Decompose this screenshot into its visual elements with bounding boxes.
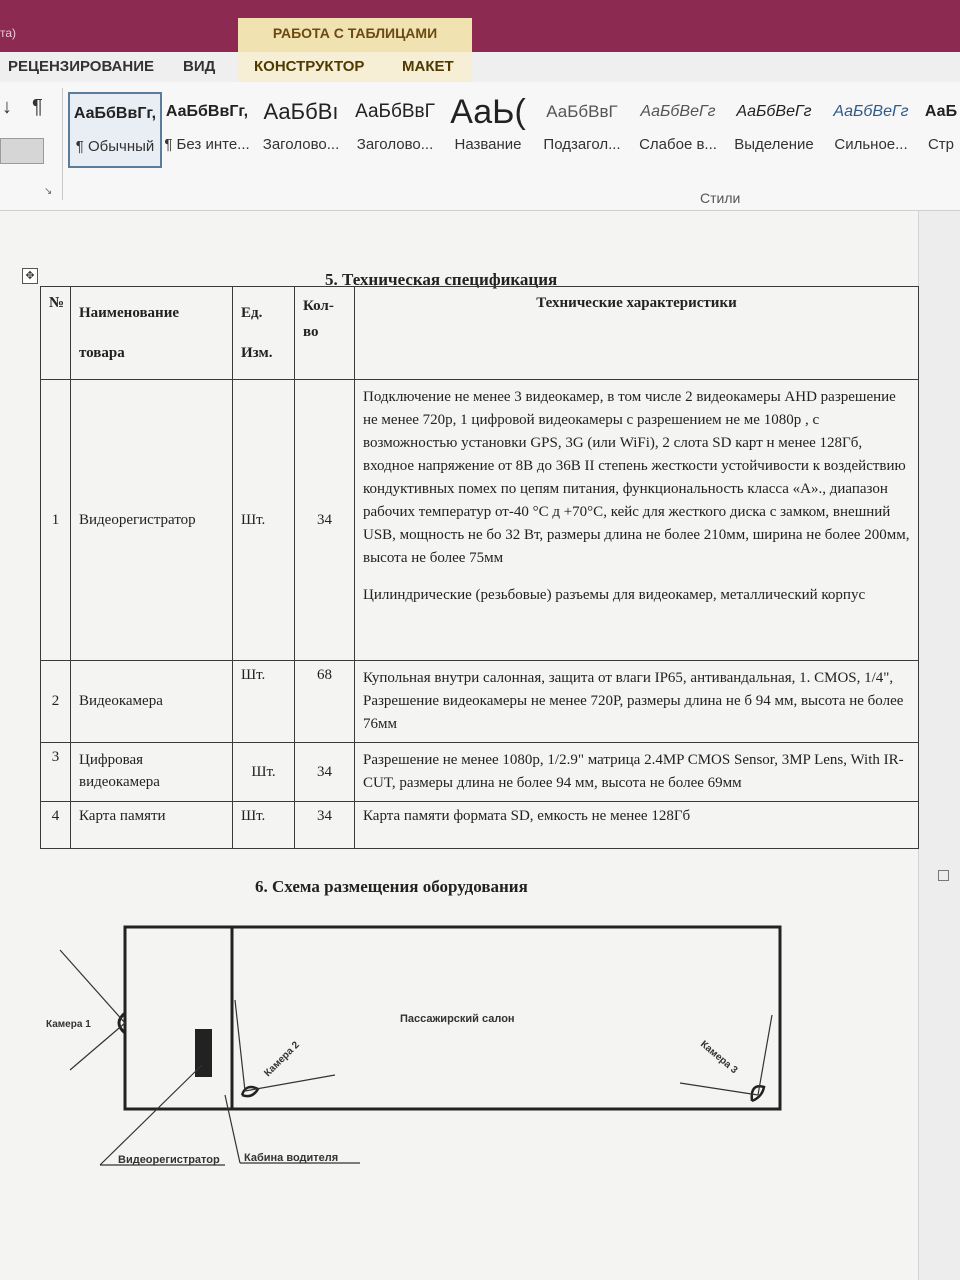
style-no-spacing[interactable] [162, 92, 252, 164]
sort-icon[interactable]: ↓ [2, 96, 12, 118]
style-name: Стр [927, 136, 955, 153]
header-unit-line2: Изм. [241, 345, 273, 361]
style-subtitle[interactable] [536, 92, 628, 164]
camera3-view-line [758, 1015, 772, 1095]
dialog-launcher-icon[interactable]: ↘ [44, 186, 53, 197]
layout-options-icon[interactable] [938, 870, 949, 881]
title-bar [0, 0, 960, 52]
salon-label: Пассажирский салон [400, 1013, 515, 1025]
table-row [41, 661, 919, 743]
cell-name: Видеокамера [71, 661, 233, 743]
section-5-heading: 5. Техническая спецификация [325, 270, 558, 289]
header-qty-line2: во [303, 324, 319, 340]
show-marks-icon[interactable]: ¶ [32, 96, 43, 118]
style-normal[interactable] [68, 92, 162, 168]
camera1-label: Камера 1 [46, 1019, 91, 1030]
style-name: Название [454, 136, 522, 153]
style-sample: АаБ [924, 103, 958, 120]
ribbon [0, 82, 960, 211]
style-emphasis[interactable] [728, 92, 820, 164]
camera2-view-line [235, 1000, 245, 1091]
cabin-label: Кабина водителя [244, 1152, 339, 1164]
camera2-view-line [245, 1075, 335, 1091]
header-qty [295, 287, 355, 380]
spec-paragraph-2: Цилиндрические (резьбовые) разъемы для видеокамер, металлический корпус [363, 587, 866, 603]
table-header-row [41, 287, 919, 380]
style-sample: АаБбВеГг [833, 103, 909, 120]
style-sample: АаБбВвГг, [73, 105, 157, 122]
style-name: ¶ Обычный [75, 138, 155, 155]
recorder-leader-line [100, 1065, 202, 1165]
equipment-layout-diagram [40, 915, 800, 1175]
cell-num: 1 [41, 380, 71, 661]
cell-num: 3 [41, 743, 71, 802]
cell-name: Цифровая видеокамера [71, 743, 233, 802]
table-move-handle-icon[interactable]: ✥ [22, 268, 38, 284]
cell-qty: 34 [295, 802, 355, 849]
header-num: № [41, 287, 71, 380]
style-name: ¶ Без инте... [164, 136, 250, 153]
style-name: Выделение [734, 136, 814, 153]
header-name-line2: товара [79, 345, 125, 361]
camera1-view-line [60, 950, 125, 1023]
specification-table[interactable] [40, 286, 919, 849]
style-sample: АаБбВеГг [640, 103, 716, 120]
table-row [41, 802, 919, 849]
borders-dropdown-icon[interactable] [0, 138, 44, 164]
style-strong[interactable] [922, 92, 960, 164]
style-intense-emphasis[interactable] [824, 92, 918, 164]
style-heading-1[interactable] [256, 92, 346, 164]
cell-name: Видеорегистратор [71, 380, 233, 661]
style-heading-2[interactable] [350, 92, 440, 164]
recorder-label: Видеорегистратор [118, 1154, 220, 1166]
style-name: Заголово... [262, 136, 340, 153]
camera2-label: Камера 2 [262, 1039, 302, 1080]
style-sample: АаБбВı [263, 99, 339, 124]
cell-qty: 68 [295, 661, 355, 743]
cell-qty: 34 [295, 743, 355, 802]
right-margin-area [918, 211, 960, 1280]
cell-specs: Карта памяти формата SD, емкость не менее 128Гб [355, 802, 919, 849]
style-name: Сильное... [834, 136, 908, 153]
camera3-view-line [680, 1083, 758, 1095]
header-unit-line1: Ед. [241, 305, 263, 321]
header-unit [233, 287, 295, 380]
camera1-view-line [70, 1023, 125, 1070]
tab-layout[interactable]: МАКЕТ [402, 58, 454, 75]
cell-qty: 34 [295, 380, 355, 661]
header-specs: Технические характеристики [355, 287, 919, 380]
cell-unit: Шт. [233, 380, 295, 661]
table-row [41, 380, 919, 661]
style-sample: АаБбВвГ [355, 101, 435, 122]
cell-unit: Шт. [233, 661, 295, 743]
table-row [41, 743, 919, 802]
style-name: Подзагол... [543, 136, 621, 153]
table-tools-context-tab: РАБОТА С ТАБЛИЦАМИ [238, 18, 472, 52]
section-6-heading: 6. Схема размещения оборудования [255, 877, 528, 896]
camera3-label: Камера 3 [698, 1038, 740, 1077]
cell-unit: Шт. [233, 802, 295, 849]
style-sample: АаЬ( [450, 93, 526, 131]
tab-review[interactable]: РЕЦЕНЗИРОВАНИЕ [8, 58, 154, 75]
tab-view[interactable]: ВИД [183, 58, 216, 75]
header-name-line1: Наименование [79, 305, 179, 321]
style-name: Заголово... [356, 136, 434, 153]
tab-design[interactable]: КОНСТРУКТОР [254, 58, 365, 75]
spec-paragraph-1: Подключение не менее 3 видеокамер, в том числе 2 видеокамеры AHD разрешение не менее 720р, 1 цифровой видеокамеры с разрешением не ме 1080р , с возможностью установки GPS, 3G (или WiFi), 2 слота SD карт н менее 128Гб, входное напряжение от 8В до 36В II степень жесткости устойчивости к воздействию кондуктивных помех по цепям питания, функциональность класса «А»., диапазон рабочих температур от-40 °С д +70°С, кейс для жесткого диска с замком, внешний USB, мощность не бо 32 Вт, размеры длина не более 210мм, ширина не более 200мм, высота не более 75мм [363, 389, 910, 566]
window-title-fragment: та) [0, 26, 17, 40]
header-name [71, 287, 233, 380]
paragraph-group [0, 82, 62, 210]
cell-unit: Шт. [233, 743, 295, 802]
style-title[interactable] [444, 92, 532, 164]
style-sample: АаБбВвГг, [165, 103, 249, 120]
style-subtle-emphasis[interactable] [632, 92, 724, 164]
styles-group-label: Стили [700, 190, 741, 206]
cell-name: Карта памяти [71, 802, 233, 849]
cell-num: 4 [41, 802, 71, 849]
cell-specs [355, 380, 919, 661]
cell-specs: Разрешение не менее 1080р, 1/2.9" матрица 2.4MP CMOS Sensor, 3MP Lens, With IR-CUT, размеры длина не более 94 мм, высота не более 69мм [355, 743, 919, 802]
style-sample: АаБбВвГ [546, 102, 618, 121]
cell-specs: Купольная внутри салонная, защита от влаги IP65, антивандальная, 1. CMOS, 1/4", Разрешение видеокамеры не менее 720Р, размеры длина не б 94 мм, высота не более 76мм [355, 661, 919, 743]
style-name: Слабое в... [639, 136, 717, 153]
style-sample: АаБбВеГг [736, 103, 812, 120]
cell-num: 2 [41, 661, 71, 743]
group-separator [62, 88, 63, 200]
header-qty-line1: Кол- [303, 298, 334, 314]
